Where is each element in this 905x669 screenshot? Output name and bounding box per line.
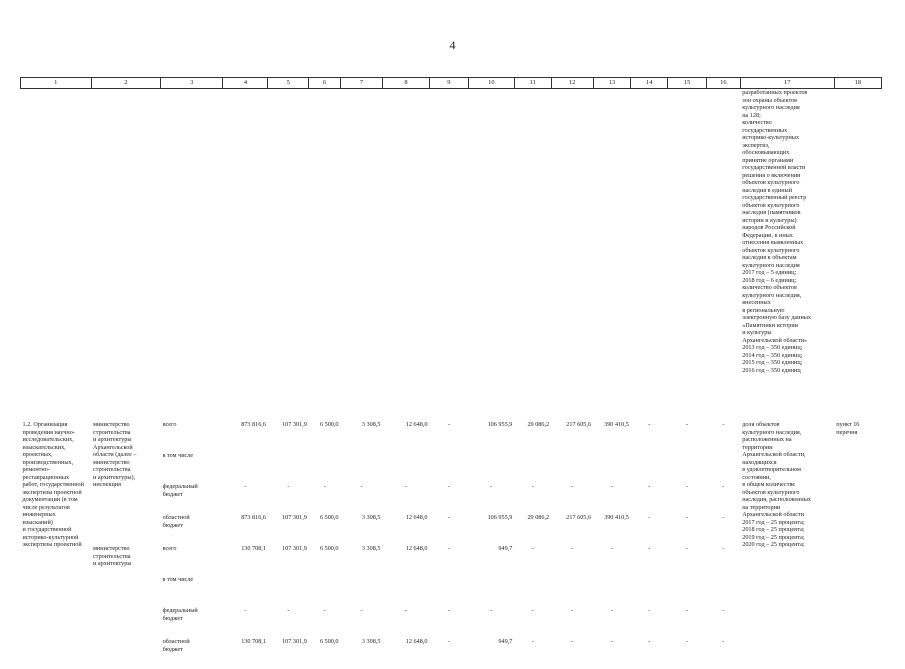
amount-cell xyxy=(268,452,309,483)
column-number-9: 9 xyxy=(429,78,468,89)
amount-cell: - xyxy=(531,483,534,490)
executor: министерство строительства и архитектуры Архангельской области (далее – министерство строительства и архитектуры), инспекция xyxy=(93,421,137,488)
amount-cell: - xyxy=(571,607,574,614)
amount-cell: - xyxy=(287,607,290,614)
column-number-3: 3 xyxy=(161,78,223,89)
continuation-text: разработанных проектов зон охраны объектов культурного наследия на 128; количество государственных историко-культурных экспертиз, обосновывающих принятие органами государственной власти решения о включении объектов культурного наследия в единый государственный реестр объектов культурного наследия (памятников истории и культуры) народов Российской Федерации, в иных отнесения выявленных объектов культурного наследия к объектам культурного наследия 2017 год – 5 единиц; 2018 год – 6 единиц; количество объектов культурного наследия, внесенных в региональную электронную базу данных «Памятники истории и культуры Архангельской области» 2013 год – 350 единиц; 2014 год – 350 единиц; 2015 год – 350 единиц; 2016 год – 350 единиц xyxy=(742,89,812,374)
amount-cell: 12 648,0 xyxy=(405,638,428,645)
amount-cell xyxy=(223,576,268,607)
amount-cell xyxy=(382,576,429,607)
amount-cell xyxy=(514,576,551,607)
amount-cell: 3 308,5 xyxy=(361,421,381,428)
amount-cell: 390 410,5 xyxy=(604,514,629,521)
column-number-6: 6 xyxy=(309,78,341,89)
amount-cell: - xyxy=(610,638,613,645)
amount-cell: - xyxy=(722,638,725,645)
amount-cell: - xyxy=(244,607,247,614)
amount-cell xyxy=(514,452,551,483)
amount-cell: - xyxy=(722,607,725,614)
amount-cell: - xyxy=(447,545,450,552)
amount-cell xyxy=(468,452,514,483)
amount-cell: - xyxy=(610,483,613,490)
amount-cell: - xyxy=(722,545,725,552)
amount-cell: 29 086,2 xyxy=(527,514,550,521)
amount-cell: 390 410,5 xyxy=(604,421,629,428)
amount-cell: - xyxy=(686,421,689,428)
amount-cell: - xyxy=(404,607,407,614)
column-number-4: 4 xyxy=(223,78,268,89)
amount-cell: - xyxy=(648,421,651,428)
amount-cell: 6 500,0 xyxy=(319,638,339,645)
amount-cell: - xyxy=(447,483,450,490)
amount-cell: 12 648,0 xyxy=(405,514,428,521)
column-number-16: 16 xyxy=(707,78,741,89)
amount-cell: - xyxy=(531,545,534,552)
amount-cell: 12 648,0 xyxy=(405,421,428,428)
column-number-13: 13 xyxy=(593,78,631,89)
amount-cell: - xyxy=(686,514,689,521)
column-number-5: 5 xyxy=(268,78,309,89)
amount-cell: - xyxy=(360,607,363,614)
amount-cell: 12 648,0 xyxy=(405,545,428,552)
amount-cell xyxy=(468,576,514,607)
amount-cell: - xyxy=(404,483,407,490)
amount-cell: - xyxy=(323,483,326,490)
amount-cell: - xyxy=(610,607,613,614)
amount-cell xyxy=(223,452,268,483)
amount-cell: 3 308,5 xyxy=(361,638,381,645)
amount-cell: 107 301,9 xyxy=(282,545,307,552)
amount-cell xyxy=(268,576,309,607)
amount-cell: - xyxy=(571,483,574,490)
funding-source: федеральный бюджет xyxy=(162,483,198,498)
column-number-12: 12 xyxy=(551,78,593,89)
amount-cell xyxy=(668,452,707,483)
amount-cell xyxy=(309,576,341,607)
amount-cell xyxy=(382,452,429,483)
amount-cell: 873 816,6 xyxy=(241,514,266,521)
amount-cell: - xyxy=(323,607,326,614)
amount-cell: - xyxy=(571,638,574,645)
amount-cell: - xyxy=(686,545,689,552)
amount-cell: 6 500,0 xyxy=(319,421,339,428)
table-row xyxy=(21,421,882,452)
amount-cell: - xyxy=(686,483,689,490)
amount-cell xyxy=(309,452,341,483)
amount-cell: 949,7 xyxy=(498,545,513,552)
amount-cell: - xyxy=(686,638,689,645)
amount-cell: - xyxy=(447,638,450,645)
funding-source: в том числе xyxy=(162,576,194,583)
amount-cell: - xyxy=(531,638,534,645)
funding-source: областной бюджет xyxy=(162,514,190,529)
amount-cell xyxy=(341,452,383,483)
amount-cell xyxy=(707,576,741,607)
amount-cell xyxy=(668,576,707,607)
amount-cell: 106 955,9 xyxy=(487,421,513,428)
column-number-18: 18 xyxy=(834,78,881,89)
amount-cell xyxy=(429,452,468,483)
column-number-14: 14 xyxy=(631,78,668,89)
amount-cell: - xyxy=(490,607,493,614)
amount-cell: 107 301,9 xyxy=(282,514,307,521)
amount-cell: - xyxy=(686,607,689,614)
amount-cell: - xyxy=(360,483,363,490)
amount-cell: - xyxy=(648,514,651,521)
amount-cell: 130 708,1 xyxy=(241,638,266,645)
amount-cell xyxy=(631,452,668,483)
continuation-row xyxy=(21,89,882,422)
column-number-7: 7 xyxy=(341,78,383,89)
amount-cell: 217 605,6 xyxy=(566,421,592,428)
executor: министерство строительства и архитектуры xyxy=(93,545,132,567)
amount-cell: 6 500,0 xyxy=(319,514,339,521)
amount-cell: - xyxy=(244,483,247,490)
column-number-11: 11 xyxy=(514,78,551,89)
amount-cell: 29 086,2 xyxy=(527,421,550,428)
amount-cell xyxy=(551,452,593,483)
funding-source: федеральный бюджет xyxy=(162,607,198,622)
amount-cell: - xyxy=(722,421,725,428)
amount-cell: - xyxy=(447,421,450,428)
column-number-17: 17 xyxy=(740,78,834,89)
amount-cell: 949,7 xyxy=(498,638,513,645)
amount-cell: - xyxy=(287,483,290,490)
amount-cell xyxy=(551,576,593,607)
column-number-2: 2 xyxy=(91,78,161,89)
indicator-text: доля объектов культурного наследия, расположенных на территории Архангельской области, находящихся в удовлетворительном состоянии, в общем количестве объектов культурного наследия, расположенных на территории Архангельской области 2017 год – 25 процента; 2018 год – 25 процента; 2019 год – 25 процента; 2020 год – 25 процента; xyxy=(742,421,811,548)
amount-cell xyxy=(593,576,631,607)
funding-source: всего xyxy=(162,421,177,428)
amount-cell: - xyxy=(722,514,725,521)
amount-cell xyxy=(631,576,668,607)
amount-cell: - xyxy=(571,545,574,552)
amount-cell: - xyxy=(447,607,450,614)
amount-cell xyxy=(593,452,631,483)
budget-table xyxy=(20,77,882,669)
amount-cell: 217 605,6 xyxy=(566,514,592,521)
amount-cell: 107 301,9 xyxy=(282,421,307,428)
column-number-8: 8 xyxy=(382,78,429,89)
amount-cell: 107 301,9 xyxy=(282,638,307,645)
amount-cell xyxy=(707,452,741,483)
column-number-10: 10 xyxy=(468,78,514,89)
amount-cell: - xyxy=(531,607,534,614)
amount-cell: - xyxy=(447,514,450,521)
amount-cell xyxy=(341,576,383,607)
amount-cell: 3 308,5 xyxy=(361,514,381,521)
reference-text: пункт 16 перечня xyxy=(836,421,860,436)
item-title: 1.2. Организация проведения научно- исследовательских, изыскательских, проектных, производственных, ремонтно- реставрационных работ, государственной экспертизы проектной документации (в том числе результатов инженерных изысканий) и государственной историко-культурной экспертизы проектной xyxy=(22,421,84,548)
amount-cell: - xyxy=(648,545,651,552)
page-number: 4 xyxy=(449,38,456,52)
column-number-15: 15 xyxy=(668,78,707,89)
amount-cell: 130 708,1 xyxy=(241,545,266,552)
amount-cell: 3 308,5 xyxy=(361,545,381,552)
amount-cell: 873 816,6 xyxy=(241,421,266,428)
amount-cell: 6 500,0 xyxy=(319,545,339,552)
column-number-1: 1 xyxy=(21,78,92,89)
amount-cell xyxy=(429,576,468,607)
amount-cell: - xyxy=(648,638,651,645)
amount-cell: - xyxy=(490,483,493,490)
amount-cell: - xyxy=(722,483,725,490)
funding-source: всего xyxy=(162,545,177,552)
amount-cell: - xyxy=(610,545,613,552)
funding-source: в том числе xyxy=(162,452,194,459)
amount-cell: 106 955,9 xyxy=(487,514,513,521)
amount-cell: - xyxy=(648,607,651,614)
funding-source: областной бюджет xyxy=(162,638,190,653)
column-number-row xyxy=(21,78,882,89)
amount-cell: - xyxy=(648,483,651,490)
